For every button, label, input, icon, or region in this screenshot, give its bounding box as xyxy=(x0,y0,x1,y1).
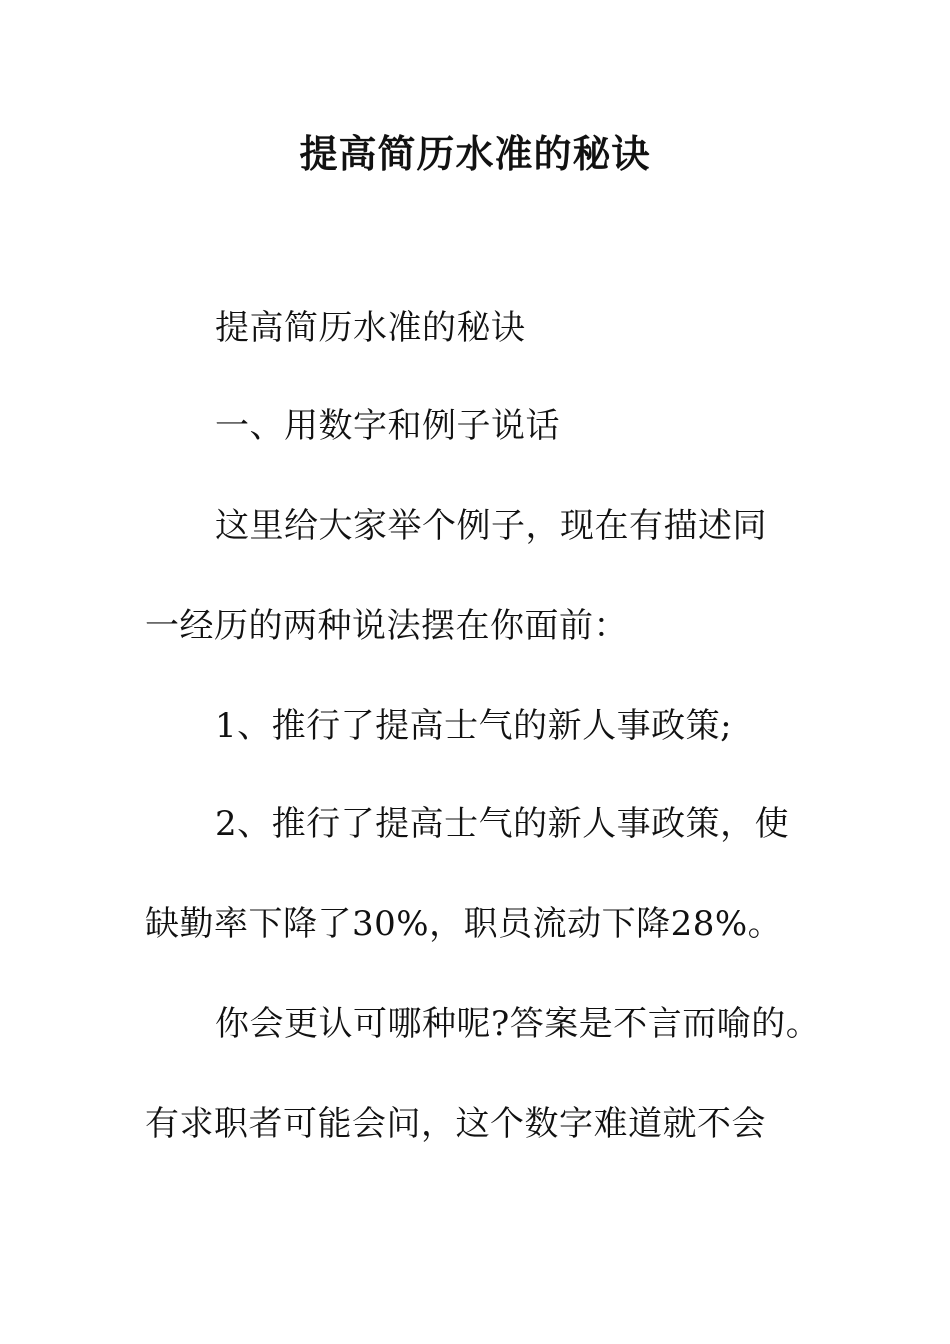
paragraph-line: 有求职者可能会问，这个数字难道就不会 xyxy=(145,1104,766,1144)
section-heading: 一、用数字和例子说话 xyxy=(215,406,560,446)
paragraph-line: 一经历的两种说法摆在你面前： xyxy=(145,606,628,646)
paragraph-line: 缺勤率下降了30%，职员流动下降28%。 xyxy=(145,904,783,944)
paragraph-line: 你会更认可哪种呢?答案是不言而喻的。 xyxy=(215,1004,821,1044)
list-item: 2、推行了提高士气的新人事政策，使 xyxy=(215,804,790,844)
document-title: 提高简历水准的秘诀 xyxy=(299,131,651,176)
paragraph-line: 这里给大家举个例子，现在有描述同 xyxy=(215,506,767,546)
list-item: 1、推行了提高士气的新人事政策; xyxy=(215,706,733,746)
paragraph-heading: 提高简历水准的秘诀 xyxy=(215,308,526,348)
